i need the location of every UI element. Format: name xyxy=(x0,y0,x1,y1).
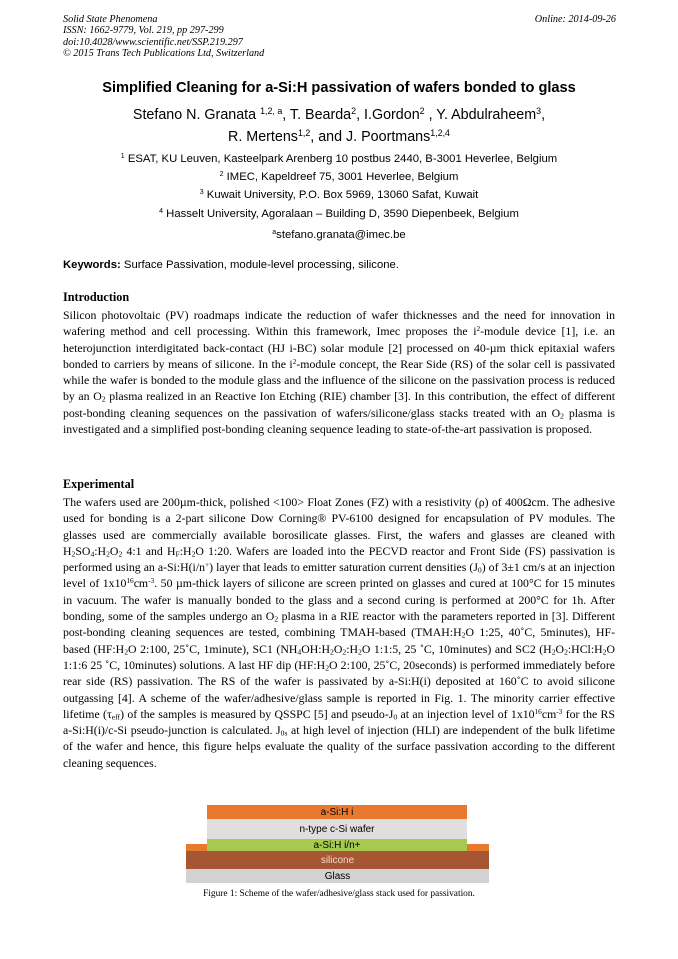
paragraph-text: at an injection level of 1x10 xyxy=(397,706,535,721)
paragraph-text: :H xyxy=(94,543,107,558)
paragraph-text: :HCl:H xyxy=(567,641,603,656)
paragraph-text: O 1:1:6 25 ˚C, 10minutes) solutions. A last HF dip (HF:H xyxy=(63,641,615,672)
affiliation-sup: 1 xyxy=(120,153,125,161)
author-list xyxy=(0,104,678,148)
script-text: 2 xyxy=(551,647,556,657)
script-text: 2 xyxy=(358,647,362,657)
layer-label: silicone xyxy=(320,854,355,866)
script-text: 2 xyxy=(71,549,76,559)
affiliation-text: Kuwait University, P.O. Box 5969, 13060 Safat, Kuwait xyxy=(203,189,479,202)
paragraph-text: plasma in a RIE reactor with the parameters reported in [3]. Different post-bonding cleaning sequences are tested, combining TMAH-based (TMAH:H xyxy=(63,609,615,640)
script-text: 0s xyxy=(280,728,288,738)
author-granata: Stefano N. Granata xyxy=(132,107,261,123)
paragraph-text: . 50 µm-thick layers of silicone are screen printed on glasses and cured at 100°C for 15 minutes in vacuum. The wafer is manually bonded to the glass and a second curing is performed at 200°C for 1h. After bonding, some of the samples undergo an O xyxy=(63,576,615,624)
layer-label: a-Si:H i xyxy=(320,806,354,818)
script-text: 2 xyxy=(564,647,568,657)
paragraph-text: O 1:1:5, 25 ˚C, 10minutes) and SC2 (H xyxy=(361,641,552,656)
author-line-1 xyxy=(0,104,678,126)
script-text: eff xyxy=(111,712,121,722)
author-poortmans: , and J. Poortmans xyxy=(310,129,431,145)
affiliation-3 xyxy=(0,186,678,204)
author-bearda: , T. Bearda xyxy=(282,107,352,123)
layer-silicone xyxy=(186,851,489,869)
script-text: 0 xyxy=(477,565,482,575)
journal-info xyxy=(63,14,264,60)
journal-copyright: © 2015 Trans Tech Publications Ltd, Switzerland xyxy=(63,48,265,60)
author-sup: 1,2 xyxy=(297,128,311,139)
author-sup: 1,2, a xyxy=(260,106,283,117)
journal-doi: doi:10.4028/www.scientific.net/SSP.219.297 xyxy=(63,36,243,48)
journal-name: Solid State Phenomena xyxy=(63,14,158,25)
affiliation-text: Hasselt University, Agoralaan – Building D, 3590 Diepenbeek, Belgium xyxy=(163,207,519,220)
script-text: 4 xyxy=(90,549,95,559)
script-text: 2 xyxy=(106,549,110,559)
affiliation-list xyxy=(0,150,678,223)
side-tab-right xyxy=(467,844,489,851)
paragraph-text: for the RS a-Si:H(i)/c-Si pseudo-junction is calculated. J xyxy=(63,706,615,738)
paragraph-text: plasma realized in an Reactive Ion Etching (RIE) chamber [3]. In this contribution, the effect of different post-bonding cleaning sequences on the passivation of wafers/silicone/glass stacks treated with an O xyxy=(63,389,616,420)
figure-caption: Figure 1: Scheme of the wafer/adhesive/glass stack used for passivation. xyxy=(203,889,475,899)
email-sup: a xyxy=(272,229,277,237)
paragraph-text: :H xyxy=(346,641,359,656)
paragraph-text: -module device [1], i.e. an heterojunction interdigitated back-contact (HJ i-BC) solar module [2] processed on 40-µm thick epitaxial wafers bonded to carriers by means of silicone. In the i xyxy=(63,324,615,371)
layer-asih-in xyxy=(207,839,467,851)
paper-title: Simplified Cleaning for a-Si:H passivation of wafers bonded to glass xyxy=(102,80,576,96)
paragraph-text: SO xyxy=(75,543,91,558)
layer-asih-i xyxy=(207,805,467,819)
layer-label: n-type c-Si wafer xyxy=(299,823,375,835)
paragraph-text: O 2:100, 25˚C, 1minute), SC1 (NH xyxy=(128,641,298,656)
author-sup: 2 xyxy=(351,106,357,117)
paragraph-text: O 1:25, 40˚C, 5minutes), HF-based (HF:H xyxy=(63,625,615,656)
script-text: 16 xyxy=(534,706,542,716)
script-text: F xyxy=(175,549,180,559)
script-text: 2 xyxy=(461,630,466,640)
paragraph-text: O xyxy=(555,641,565,656)
paragraph-text: 4:1 and H xyxy=(122,543,176,558)
script-text: 2 xyxy=(560,411,564,421)
keywords-label: Keywords: xyxy=(63,259,121,271)
author-separator: , xyxy=(541,107,546,123)
affiliation-1 xyxy=(0,150,678,168)
script-text: 2 xyxy=(292,356,297,366)
author-sup: 1,2,4 xyxy=(430,128,450,139)
paragraph-text: at high level of injection (HLI) are independent of the bulk lifetime of the wafer and hence, this figure helps evaluate the quality of the surface passivation according to the different cleaning sequences. xyxy=(63,723,615,770)
affiliation-sup: 4 xyxy=(159,207,164,215)
paragraph-text: ) layer that leads to emitter saturation current densities (J xyxy=(209,560,478,575)
author-abdulraheem: , Y. Abdulraheem xyxy=(424,107,537,123)
introduction-heading: Introduction xyxy=(63,290,130,304)
paragraph-text: ) of the samples is measured by QSSPC [5] and pseudo-J xyxy=(120,706,394,721)
paragraph-text: cm xyxy=(133,576,149,591)
script-text: 2 xyxy=(101,395,106,405)
keywords-text: Surface Passivation, module-level processing, silicone. xyxy=(120,259,399,271)
paragraph-text: O 2:100, 25˚C, 20seconds) is performed immediately before rear side (RS) passivation. The RS of the wafer is passivated by a-Si:H(i) deposited at 160˚C to avoid silicone outgassing [4]. A scheme of the wafer/adhesive/glass sample is reported in Fig. 1. The minority carrier effective lifetime (τ xyxy=(63,657,615,721)
script-text: 0 xyxy=(393,712,398,722)
script-text: 2 xyxy=(274,614,279,624)
script-text: + xyxy=(205,560,210,570)
paragraph-text: O xyxy=(109,543,119,558)
experimental-heading: Experimental xyxy=(63,477,135,491)
online-date: Online: 2014-09-26 xyxy=(534,14,616,25)
introduction-paragraph xyxy=(63,307,615,437)
script-text: 2 xyxy=(124,647,129,657)
paragraph-text: Silicon photovoltaic (PV) roadmaps indicate the reduction of wafer thicknesses and the need for innovation in wafering method and cell processing. Within this framework, Imec proposes the i xyxy=(63,308,615,339)
script-text: 2 xyxy=(602,647,607,657)
script-text: -3 xyxy=(148,576,155,586)
affiliation-2 xyxy=(0,168,678,186)
layer-label: Glass xyxy=(324,870,351,882)
paragraph-text: -module concept, the Rear Side (RS) of the solar cell is passivated while the wafer is bonded to the module glass and the influence of the silicone on the passivation process is reduced by an O xyxy=(63,356,615,404)
author-sup: 3 xyxy=(536,106,542,117)
journal-issn: ISSN: 1662-9779, Vol. 219, pp 297-299 xyxy=(63,25,224,37)
script-text: 16 xyxy=(126,576,134,586)
experimental-paragraph xyxy=(63,494,615,771)
paragraph-text: O xyxy=(333,641,343,656)
email-address: stefano.granata@imec.be xyxy=(276,229,406,241)
script-text: 2 xyxy=(118,549,123,559)
paragraph-text: OH:H xyxy=(301,641,331,656)
layer-wafer xyxy=(207,819,467,839)
script-text: 2 xyxy=(191,549,196,559)
script-text: 4 xyxy=(297,647,302,657)
author-line-2 xyxy=(0,126,678,148)
layer-label: a-Si:H i/n+ xyxy=(313,839,361,851)
author-sup: 2 xyxy=(419,106,425,117)
corresponding-email xyxy=(0,229,678,241)
paragraph-text: O 1:20. Wafers are loaded into the PECVD reactor and Front Side (FS) passivation is performed using an a-Si:H(i/n xyxy=(63,543,615,575)
affiliation-sup: 2 xyxy=(219,171,224,179)
paragraph-text: :H xyxy=(179,543,192,558)
affiliation-text: IMEC, Kapeldreef 75, 3001 Heverlee, Belgium xyxy=(223,171,459,184)
affiliation-text: ESAT, KU Leuven, Kasteelpark Arenberg 10 postbus 2440, B-3001 Heverlee, Belgium xyxy=(124,153,558,165)
script-text: -3 xyxy=(556,706,563,716)
paragraph-text: ) of 3±1 cm/s at an injection level of 1x10 xyxy=(63,560,615,591)
affiliation-4 xyxy=(0,205,678,223)
paragraph-text: plasma is investigated and a simplified post-bonding cleaning sequence leading to state-of-the-art passivation is proposed. xyxy=(63,405,615,437)
paragraph-text: The wafers used are 200µm-thick, polished <100> Float Zones (FZ) with a resistivity (ρ) of 400Ωcm. The adhesive used for bonding is a 2-part silicone Dow Corning® PV-6100 designed for encapsulation of PV modules. The glasses used are commercially available borosilicate glasses. First, the wafers and glasses are cleaned with H xyxy=(63,495,615,558)
script-text: 2 xyxy=(325,663,330,673)
keywords xyxy=(63,259,399,271)
layer-glass xyxy=(186,869,489,883)
script-text: 2 xyxy=(330,647,334,657)
script-text: 2 xyxy=(342,647,347,657)
side-tab-left xyxy=(186,844,207,851)
author-gordon: , I.Gordon xyxy=(356,107,420,123)
affiliation-sup: 3 xyxy=(199,189,204,197)
author-mertens: R. Mertens xyxy=(228,129,298,145)
paragraph-text: cm xyxy=(541,706,557,721)
script-text: 2 xyxy=(476,324,481,334)
